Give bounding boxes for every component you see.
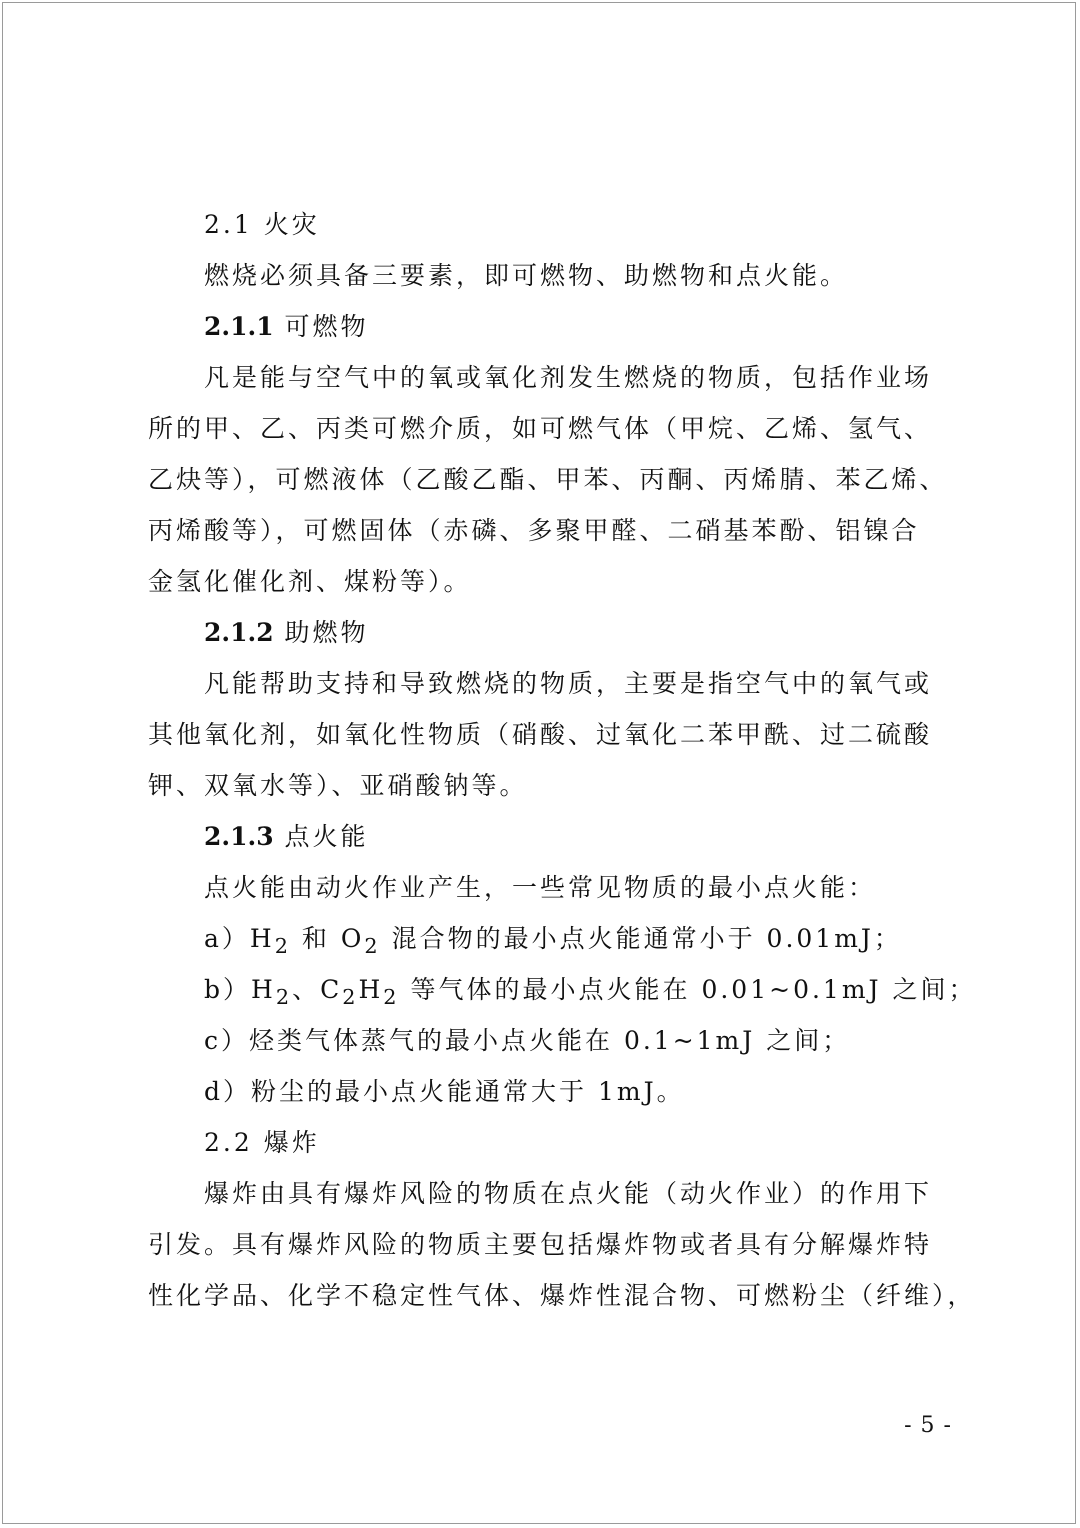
list-item-b bbox=[148, 964, 977, 1015]
paragraph-line: 乙炔等），可燃液体（乙酸乙酯、甲苯、丙酮、丙烯腈、苯乙烯、 bbox=[148, 465, 948, 494]
document-body bbox=[148, 199, 977, 1321]
section-heading-2-1: 2.1 火灾 bbox=[204, 210, 320, 239]
paragraph-line: 凡是能与空气中的氧或氧化剂发生燃烧的物质，包括作业场 bbox=[204, 363, 933, 392]
section-number: 2.1.1 bbox=[204, 312, 274, 341]
list-text: H bbox=[358, 975, 384, 1004]
subscript: 2 bbox=[274, 934, 291, 958]
paragraph-2-1: 燃烧必须具备三要素，即可燃物、助燃物和点火能。 bbox=[204, 261, 849, 290]
section-number: 2.1.3 bbox=[204, 822, 274, 851]
section-heading-2-1-1 bbox=[148, 301, 958, 352]
paragraph-line: 所的甲、乙、丙类可燃介质，如可燃气体（甲烷、乙烯、氢气、 bbox=[148, 414, 933, 443]
section-title: 助燃物 bbox=[284, 618, 369, 647]
list-text: a）H bbox=[204, 924, 275, 953]
paragraph-line: 其他氧化剂，如氧化性物质（硝酸、过氧化二苯甲酰、过二硫酸 bbox=[148, 720, 933, 749]
list-text: 、C bbox=[292, 975, 343, 1004]
list-text: b）H bbox=[204, 975, 276, 1004]
section-title: 点火能 bbox=[284, 822, 369, 851]
list-item-d: d）粉尘的最小点火能通常大于 1mJ。 bbox=[204, 1077, 685, 1106]
list-text: 混合物的最小点火能通常小于 0.01mJ； bbox=[380, 924, 902, 953]
paragraph-2-1-3: 点火能由动火作业产生，一些常见物质的最小点火能： bbox=[204, 873, 877, 902]
section-number: 2.1.2 bbox=[204, 618, 274, 647]
list-item-c: c）烃类气体蒸气的最小点火能在 0.1~1mJ 之间； bbox=[204, 1026, 851, 1055]
section-heading-2-1-2 bbox=[148, 607, 958, 658]
section-title: 可燃物 bbox=[284, 312, 369, 341]
page-number: - 5 - bbox=[904, 1413, 952, 1438]
section-heading-2-2: 2.2 爆炸 bbox=[204, 1128, 320, 1157]
paragraph-line: 金氢化催化剂、煤粉等）。 bbox=[148, 567, 472, 596]
paragraph-line: 爆炸由具有爆炸风险的物质在点火能（动火作业）的作用下 bbox=[204, 1179, 933, 1208]
list-text: 等气体的最小点火能在 0.01~0.1mJ 之间； bbox=[399, 975, 977, 1004]
list-text: 和 O bbox=[290, 924, 365, 953]
subscript: 2 bbox=[364, 934, 381, 958]
subscript: 2 bbox=[342, 985, 359, 1009]
subscript: 2 bbox=[275, 985, 293, 1009]
list-item-a bbox=[148, 913, 958, 964]
paragraph-line: 引发。具有爆炸风险的物质主要包括爆炸物或者具有分解爆炸特 bbox=[148, 1230, 933, 1259]
paragraph-line: 丙烯酸等），可燃固体（赤磷、多聚甲醛、二硝基苯酚、铝镍合 bbox=[148, 516, 920, 545]
subscript: 2 bbox=[383, 985, 400, 1009]
section-heading-2-1-3 bbox=[148, 811, 958, 862]
paragraph-line: 钾、双氧水等）、亚硝酸钠等。 bbox=[148, 771, 528, 800]
paragraph-line: 凡能帮助支持和导致燃烧的物质，主要是指空气中的氧气或 bbox=[204, 669, 933, 698]
paragraph-line: 性化学品、化学不稳定性气体、爆炸性混合物、可燃粉尘（纤维）， bbox=[148, 1281, 976, 1310]
